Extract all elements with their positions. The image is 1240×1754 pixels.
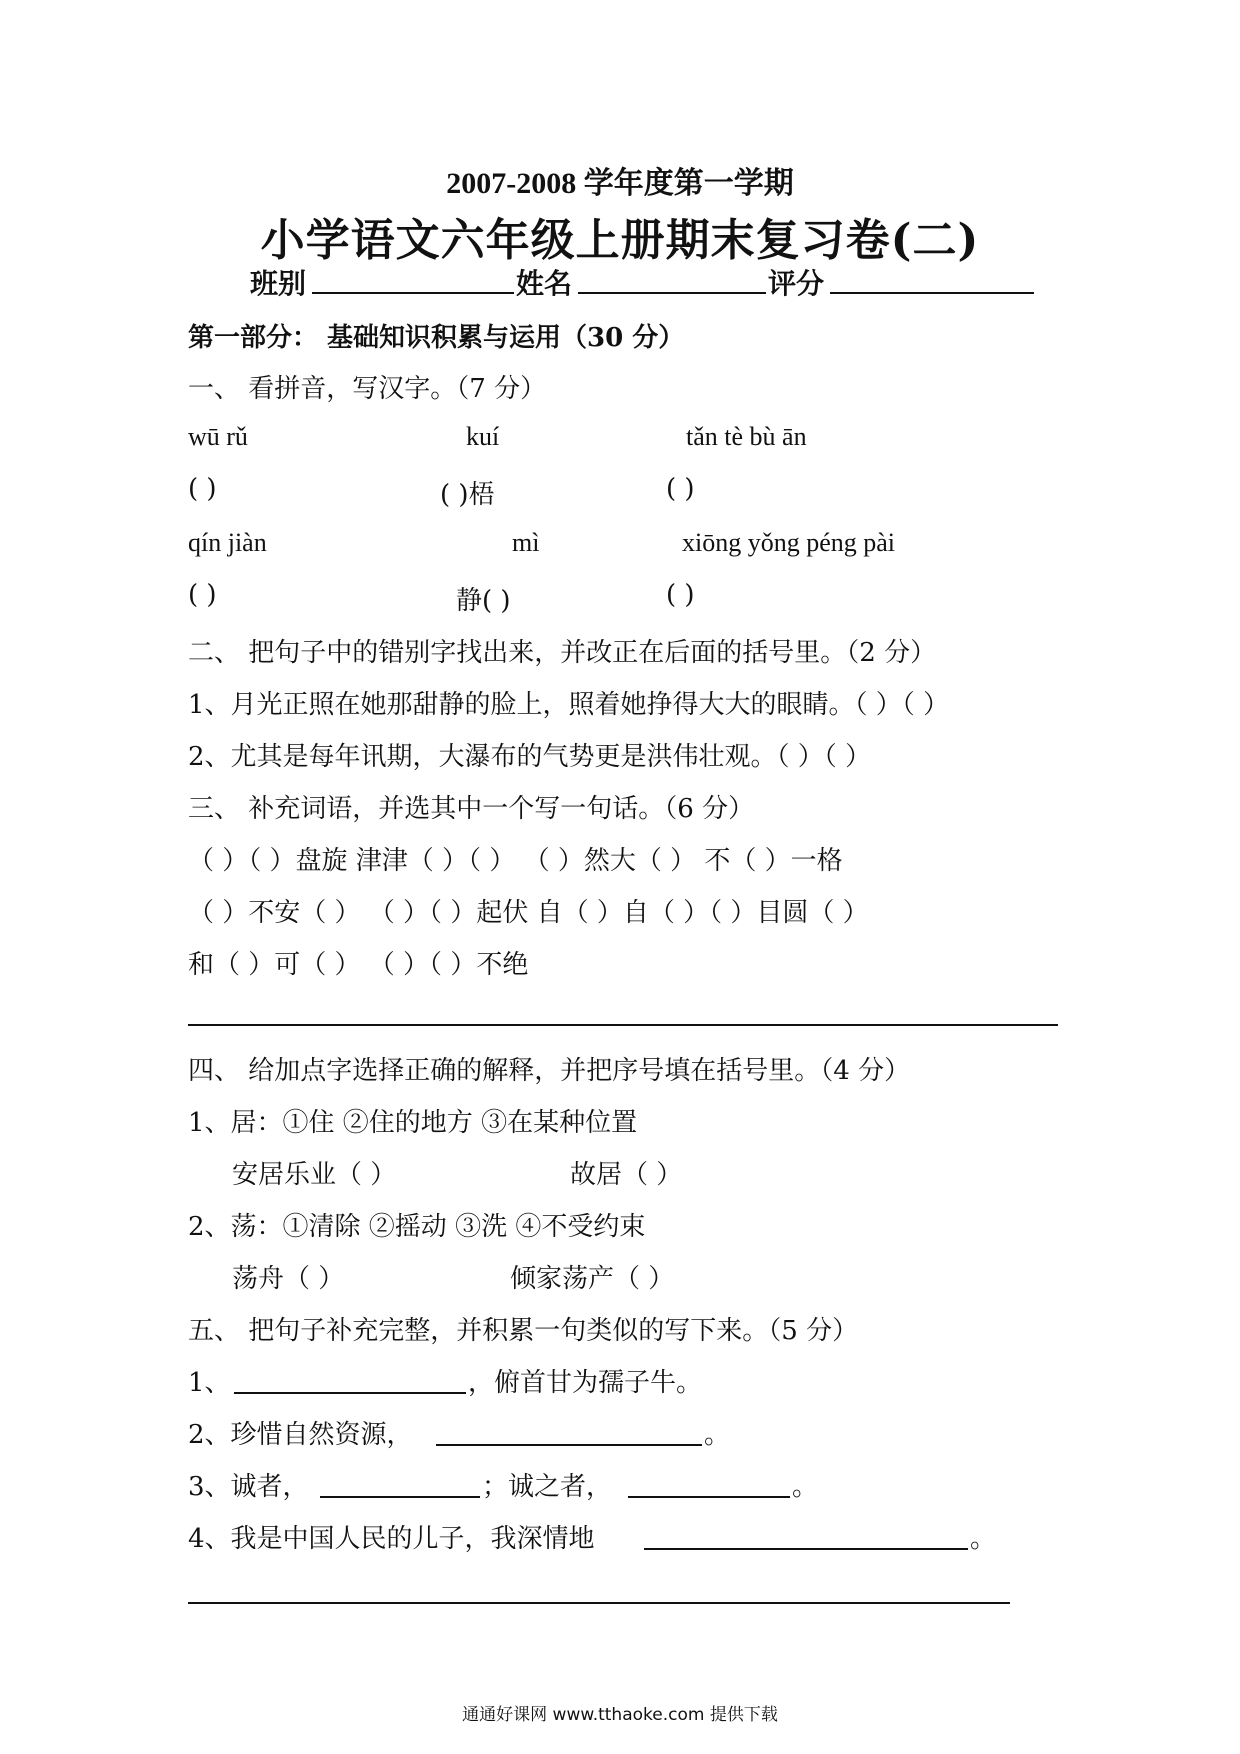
q1-pinyin-3: tǎn tè bù ān bbox=[686, 422, 807, 451]
q3-answer-line[interactable] bbox=[188, 1024, 1058, 1026]
q1-pinyin-2: kuí bbox=[466, 422, 500, 451]
q5-title: 五、 把句子补充完整，并积累一句类似的写下来。（5 分） bbox=[188, 1316, 859, 1346]
q3-line-3: 和（ ）可（ ） （ ）（ ）不绝 bbox=[188, 950, 529, 980]
q1-pinyin-1: wū rǔ bbox=[188, 422, 248, 451]
q1-blank-4[interactable]: ( ) bbox=[188, 580, 217, 610]
q3-title: 三、 补充词语，并选其中一个写一句话。（6 分） bbox=[188, 794, 755, 824]
q4-item-1-word-1[interactable]: 安居乐业（ ） bbox=[232, 1160, 397, 1190]
q5-s3-blank-1[interactable] bbox=[320, 1496, 480, 1498]
q5-s3-prefix: 3、诚者， bbox=[188, 1472, 309, 1502]
class-field[interactable] bbox=[312, 292, 514, 294]
exam-subtitle: 2007-2008 学年度第一学期 bbox=[446, 167, 794, 200]
q4-item-2-word-1[interactable]: 荡舟（ ） bbox=[232, 1264, 345, 1294]
class-label: 班别 bbox=[250, 267, 307, 300]
q5-s2-suffix: 。 bbox=[704, 1420, 731, 1450]
q1-blank-1[interactable]: ( ) bbox=[188, 474, 217, 504]
q1-pinyin-6: xiōng yǒng péng pài bbox=[682, 528, 896, 557]
q5-s2-blank[interactable] bbox=[436, 1444, 702, 1446]
q1-blank-5[interactable]: 静( ) bbox=[456, 586, 511, 616]
q5-s2-prefix: 2、珍惜自然资源， bbox=[188, 1420, 413, 1450]
q5-s3-suffix: 。 bbox=[792, 1472, 819, 1502]
footer-credit: 通通好课网 www.tthaoke.com 提供下载 bbox=[462, 1705, 778, 1725]
name-label: 姓名 bbox=[516, 267, 573, 300]
score-field[interactable] bbox=[830, 292, 1034, 294]
q2-sentence-1: 1、月光正照在她那甜静的脸上，照着她挣得大大的眼睛。（ ）（ ） bbox=[188, 690, 950, 720]
q5-s4-blank[interactable] bbox=[644, 1548, 968, 1550]
q2-sentence-2: 2、尤其是每年讯期，大瀑布的气势更是洪伟壮观。（ ）（ ） bbox=[188, 742, 872, 772]
q4-item-2-word-2[interactable]: 倾家荡产（ ） bbox=[510, 1264, 675, 1294]
exam-title: 小学语文六年级上册期末复习卷(二) bbox=[260, 215, 980, 266]
q1-blank-6[interactable]: ( ) bbox=[666, 580, 695, 610]
q5-s3-blank-2[interactable] bbox=[628, 1496, 790, 1498]
q5-s1-prefix: 1、 bbox=[188, 1368, 231, 1398]
q5-answer-line[interactable] bbox=[188, 1602, 1010, 1604]
q5-s3-mid: ；诚之者， bbox=[482, 1472, 613, 1502]
q2-title: 二、 把句子中的错别字找出来，并改正在后面的括号里。（2 分） bbox=[188, 638, 937, 668]
q1-title: 一、 看拼音，写汉字。（7 分） bbox=[188, 374, 547, 404]
q1-blank-3[interactable]: ( ) bbox=[666, 474, 695, 504]
q5-s1-blank[interactable] bbox=[234, 1392, 466, 1394]
q5-s1-suffix: ，俯首甘为孺子牛。 bbox=[468, 1368, 703, 1398]
q5-s4-prefix: 4、我是中国人民的儿子，我深情地 bbox=[188, 1524, 595, 1554]
score-label: 评分 bbox=[768, 267, 825, 300]
q1-pinyin-4: qín jiàn bbox=[188, 528, 267, 557]
q1-pinyin-5: mì bbox=[512, 528, 540, 557]
q4-item-2: 2、荡：①清除 ②摇动 ③洗 ④不受约束 bbox=[188, 1212, 646, 1242]
q4-item-1: 1、居：①住 ②住的地方 ③在某种位置 bbox=[188, 1108, 638, 1138]
q1-blank-2[interactable]: ( )梧 bbox=[440, 480, 495, 510]
q4-item-1-word-2[interactable]: 故居（ ） bbox=[570, 1160, 683, 1190]
q5-s4-suffix: 。 bbox=[970, 1524, 997, 1554]
part1-title: 第一部分： 基础知识积累与运用（30 分） bbox=[188, 323, 685, 353]
q3-line-2: （ ）不安（ ） （ ）（ ）起伏 自（ ）自（ ）（ ）目圆（ ） bbox=[188, 898, 869, 928]
name-field[interactable] bbox=[578, 292, 766, 294]
q3-line-1: （ ）（ ）盘旋 津津（ ）（ ） （ ）然大（ ） 不（ ）一格 bbox=[188, 846, 843, 876]
q4-title: 四、 给加点字选择正确的解释，并把序号填在括号里。（4 分） bbox=[188, 1056, 911, 1086]
